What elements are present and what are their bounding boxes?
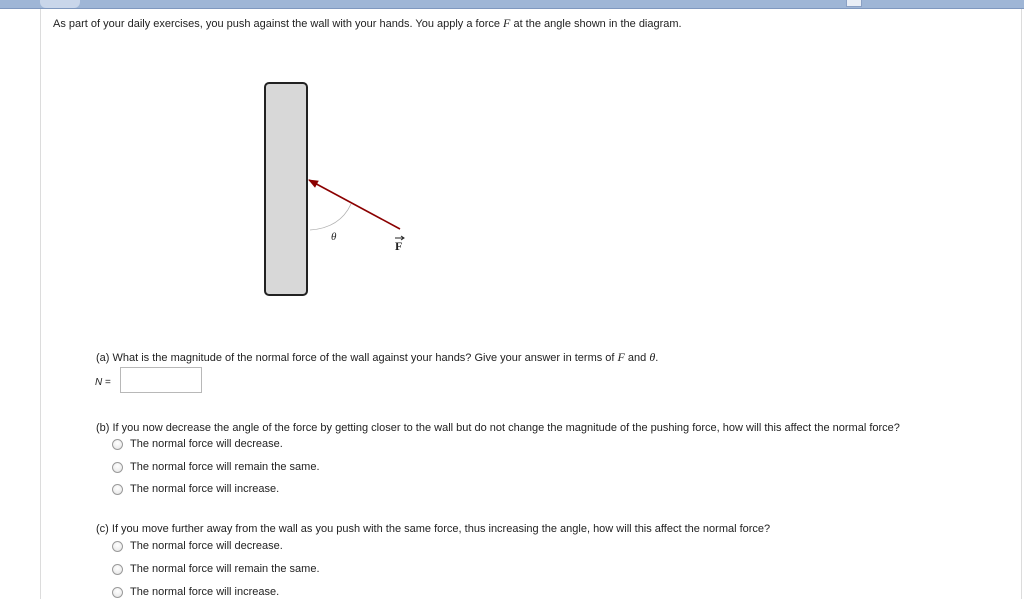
force-arrow: [309, 180, 400, 229]
theta-label: θ: [331, 231, 337, 243]
radio-button[interactable]: [112, 587, 123, 598]
answer-label-var: N: [95, 377, 103, 388]
toolbar-tab: [40, 0, 80, 8]
answer-label: [95, 377, 111, 388]
question-a-end: .: [655, 352, 659, 364]
question-a: [96, 350, 658, 365]
top-toolbar-strip: [0, 0, 1024, 9]
b-option-increase[interactable]: [112, 482, 279, 496]
answer-label-eq: =: [102, 377, 111, 388]
radio-button[interactable]: [112, 439, 123, 450]
normal-force-input[interactable]: [120, 367, 202, 393]
radio-button[interactable]: [112, 541, 123, 552]
force-label: F: [395, 239, 403, 253]
intro-text-2: at the angle shown in the diagram.: [510, 18, 682, 30]
wall: [265, 83, 307, 295]
b-option-same[interactable]: [112, 460, 320, 474]
force-variable: F: [503, 16, 511, 30]
option-label: The normal force will remain the same.: [130, 563, 320, 575]
question-b: (b) If you now decrease the angle of the force by getting closer to the wall but do not change the magnitude of the pushing force, how will this affect the normal force?: [96, 422, 900, 434]
b-option-decrease[interactable]: [112, 437, 283, 451]
radio-button[interactable]: [112, 462, 123, 473]
question-a-text: (a) What is the magnitude of the normal force of the wall against your hands? Give your answer in terms of: [96, 352, 618, 364]
c-option-increase[interactable]: [112, 585, 279, 599]
var-f: F: [617, 350, 625, 364]
c-option-same[interactable]: [112, 562, 320, 576]
toolbar-checkbox[interactable]: [846, 0, 862, 7]
intro-text-1: As part of your daily exercises, you push against the wall with your hands. You apply a force: [53, 18, 504, 30]
option-label: The normal force will decrease.: [130, 540, 283, 552]
angle-arc: [310, 204, 351, 230]
option-label: The normal force will increase.: [130, 483, 280, 495]
c-option-decrease[interactable]: [112, 539, 283, 553]
question-c: (c) If you move further away from the wall as you push with the same force, thus increasing the angle, how will this affect the normal force?: [96, 523, 771, 535]
var-theta: θ: [649, 350, 656, 364]
option-label: The normal force will decrease.: [130, 438, 283, 450]
radio-button[interactable]: [112, 564, 123, 575]
question-panel: [40, 9, 1022, 599]
problem-statement: [53, 16, 682, 31]
radio-button[interactable]: [112, 484, 123, 495]
option-label: The normal force will remain the same.: [130, 461, 320, 473]
and-text: and: [624, 352, 650, 364]
option-label: The normal force will increase.: [130, 586, 280, 598]
wall-force-diagram: [255, 78, 425, 303]
